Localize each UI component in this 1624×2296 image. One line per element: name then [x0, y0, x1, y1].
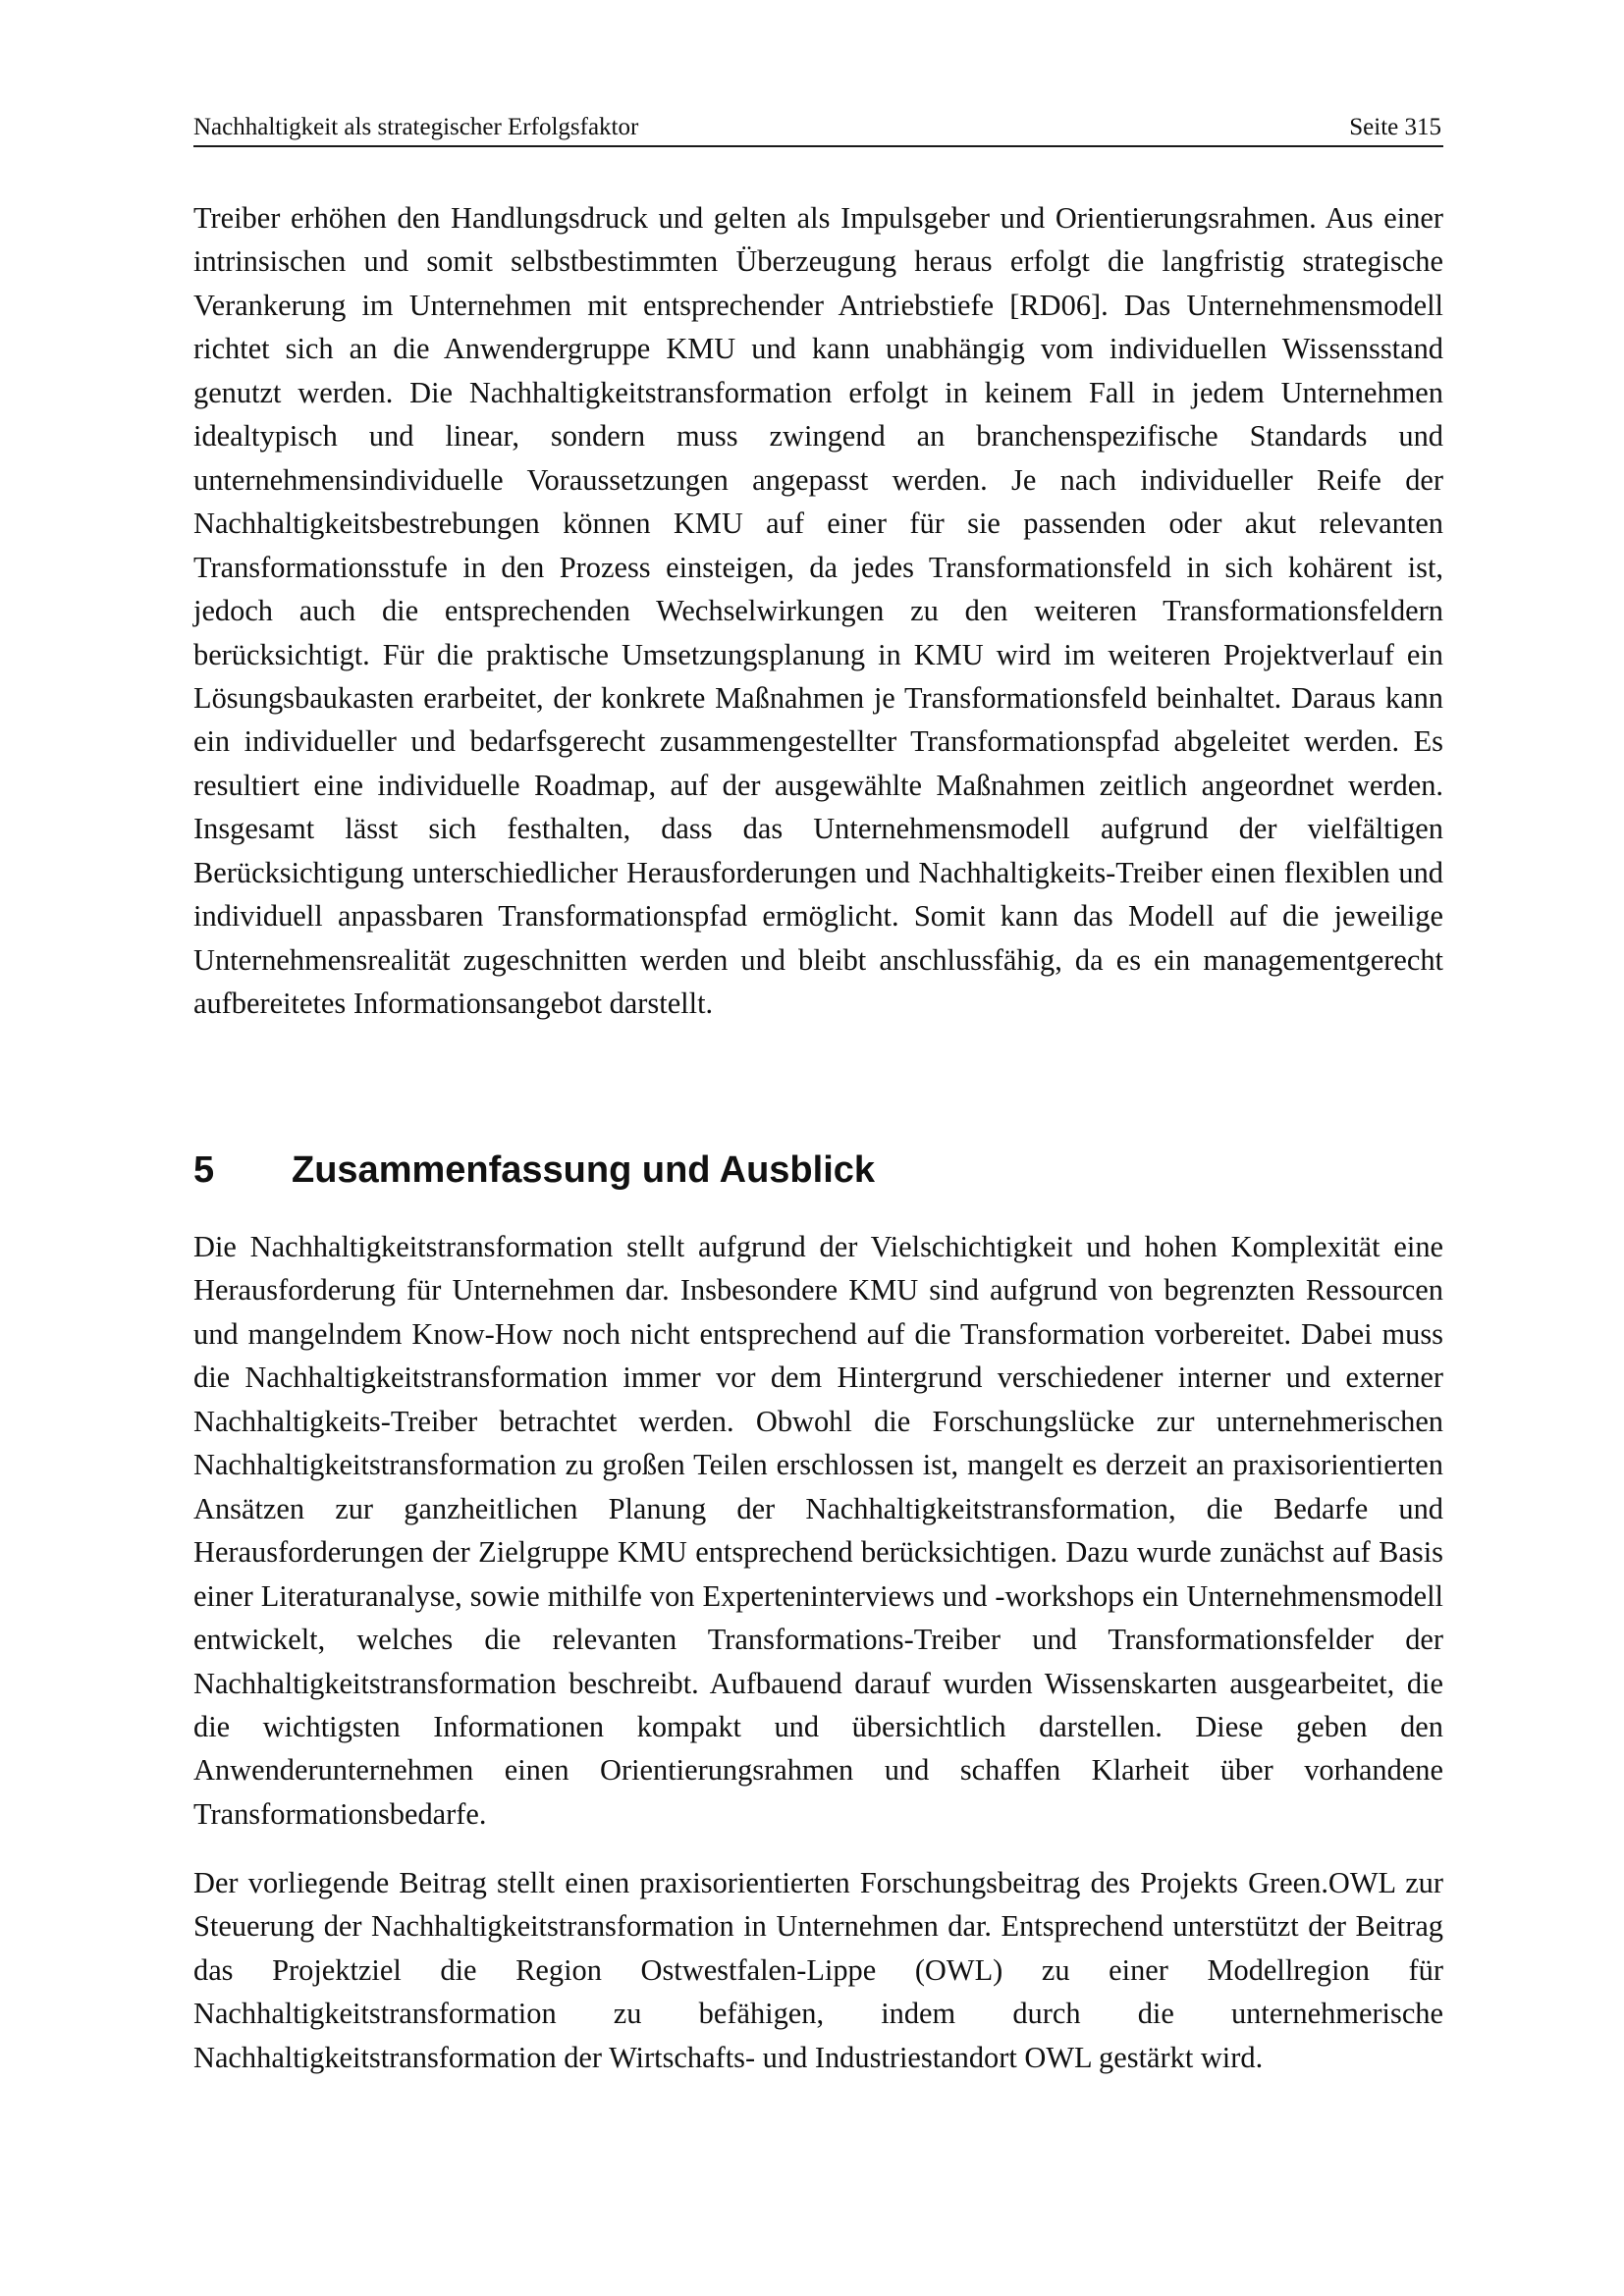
running-header: [193, 110, 1443, 147]
page-number: Seite 315: [1349, 114, 1441, 140]
body-paragraph: Treiber erhöhen den Handlungsdruck und gelten als Impulsgeber und Orientierungsrahmen. Aus einer intrinsischen und somit selbstbestimmten Überzeugung heraus erfolgt die langfristig strategische Verankerung im Unternehmen mit entsprechender Antriebstiefe [RD06]. Das Unternehmensmodell richtet sich an die Anwendergruppe KMU und kann unabhängig vom individuellen Wissensstand genutzt werden. Die Nachhaltigkeitstransformation erfolgt in keinem Fall in jedem Unternehmen idealtypisch und linear, sondern muss zwingend an branchenspezifische Standards und unternehmensindividuelle Voraussetzungen angepasst werden. Je nach individueller Reife der Nachhaltigkeitsbestrebungen können KMU auf einer für sie passenden oder akut relevanten Transformationsstufe in den Prozess einsteigen, da jedes Transformationsfeld in sich kohärent ist, jedoch auch die entsprechenden Wechselwirkungen zu den weiteren Transformationsfeldern berücksichtigt. Für die praktische Umsetzungsplanung in KMU wird im weiteren Projektverlauf ein Lösungsbaukasten erarbeitet, der konkrete Maßnahmen je Transformationsfeld beinhaltet. Daraus kann ein individueller und bedarfsgerecht zusammengestellter Transformationspfad abgeleitet werden. Es resultiert eine individuelle Roadmap, auf der ausgewählte Maßnahmen zeitlich angeordnet werden. Insgesamt lässt sich festhalten, dass das Unternehmensmodell aufgrund der vielfältigen Berücksichtigung unterschiedlicher Herausforderungen und Nachhaltigkeits-Treiber einen flexiblen und individuell anpassbaren Transformationspfad ermöglicht. Somit kann das Modell auf die jeweilige Unternehmensrealität zugeschnitten werden und bleibt anschlussfähig, da es ein managementgerecht aufbereitetes Informationsangebot darstellt.: [193, 201, 1443, 1021]
body-paragraph: Der vorliegende Beitrag stellt einen praxisorientierten Forschungsbeitrag des Projekts Green.OWL zur Steuerung der Nachhaltigkeitstransformation in Unternehmen dar. Entsprechend unterstützt der Beitrag das Projektziel die Region Ostwestfalen-Lippe (OWL) zu einer Modellregion für Nachhaltigkeitstransformation zu befähigen, indem durch die unternehmerische Nachhaltigkeitstransformation der Wirtschafts- und Industriestandort OWL gestärkt wird.: [193, 1866, 1443, 2074]
section-title: Zusammenfassung und Ausblick: [292, 1149, 876, 1191]
running-header-title: Nachhaltigkeit als strategischer Erfolgsfaktor: [193, 114, 639, 140]
section-number: 5: [193, 1149, 215, 1191]
document-page: [193, 0, 1443, 2296]
body-paragraph: Die Nachhaltigkeitstransformation stellt aufgrund der Vielschichtigkeit und hohen Komplexität eine Herausforderung für Unternehmen dar. Insbesondere KMU sind aufgrund von begrenzten Ressourcen und mangelndem Know-How noch nicht entsprechend auf die Transformation vorbereitet. Dabei muss die Nachhaltigkeitstransformation immer vor dem Hintergrund verschiedener interner und externer Nachhaltigkeits-Treiber betrachtet werden. Obwohl die Forschungslücke zur unternehmerischen Nachhaltigkeitstransformation zu großen Teilen erschlossen ist, mangelt es derzeit an praxisorientierten Ansätzen zur ganzheitlichen Planung der Nachhaltigkeitstransformation, die Bedarfe und Herausforderungen der Zielgruppe KMU entsprechend berücksichtigen. Dazu wurde zunächst auf Basis einer Literaturanalyse, sowie mithilfe von Experteninterviews und -workshops ein Unternehmensmodell entwickelt, welches die relevanten Transformations-Treiber und Transformationsfelder der Nachhaltigkeitstransformation beschreibt. Aufbauend darauf wurden Wissenskarten ausgearbeitet, die die wichtigsten Informationen kompakt und übersichtlich darstellen. Diese geben den Anwenderunternehmen einen Orientierungsrahmen und schaffen Klarheit über vorhandene Transformationsbedarfe.: [193, 1230, 1443, 1831]
section-heading: [193, 1145, 1443, 1196]
